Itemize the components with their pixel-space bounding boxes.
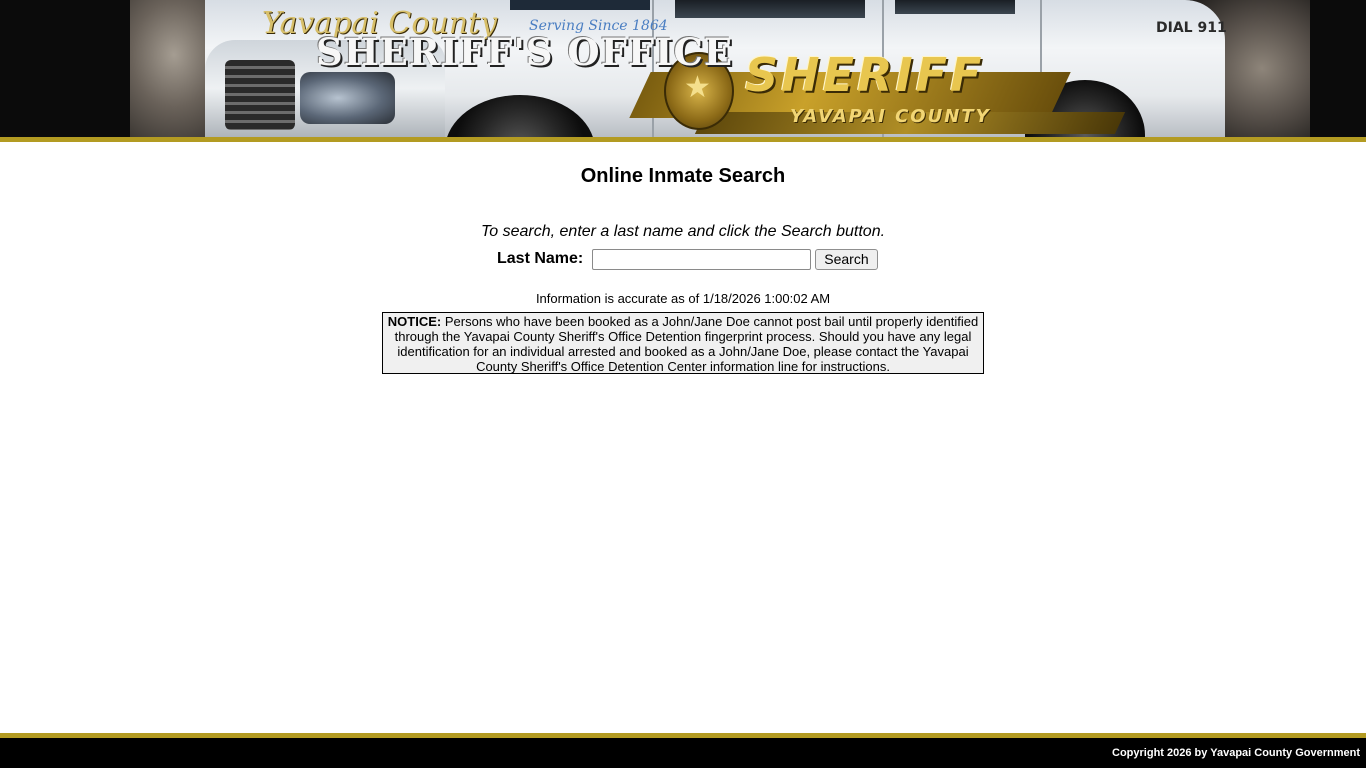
logo-county-script: Yavapai County <box>262 6 498 41</box>
vehicle-county-text: YAVAPAI COUNTY <box>790 106 991 127</box>
vehicle-window-front <box>675 0 865 18</box>
logo-title: SHERIFF'S OFFICE <box>316 30 734 74</box>
logo-tagline: Serving Since 1864 <box>529 18 668 34</box>
last-name-label: Last Name: <box>497 250 584 267</box>
footer <box>0 738 1366 768</box>
search-instructions: To search, enter a last name and click the Search button. <box>480 223 886 240</box>
vehicle-windshield <box>510 0 650 10</box>
data-accuracy-timestamp: Information is accurate as of 1/18/2026 1:00:02 AM <box>535 291 831 306</box>
header-divider <box>0 137 1366 142</box>
copyright-text: Copyright 2026 by Yavapai County Government <box>1112 747 1360 759</box>
vehicle-unit-number: DIAL 911 <box>1156 20 1227 36</box>
page-title: Online Inmate Search <box>580 165 786 187</box>
header-banner <box>0 0 1366 137</box>
star-icon: ★ <box>684 70 711 105</box>
vehicle-grille <box>225 60 295 130</box>
vehicle-headlight <box>300 72 395 124</box>
notice-box <box>382 312 984 374</box>
search-button[interactable]: Search <box>815 249 877 270</box>
notice-text: Persons who have been booked as a John/Jane Doe cannot post bail until properly identified through the Yavapai County Sheriff's Office Detention fingerprint process. Should you have any legal identification for an individual arrested and booked as a John/Jane Doe, please contact the Yavapai County Sheriff's Office Detention Center information line for instructions. <box>394 314 979 374</box>
search-form <box>497 248 878 270</box>
last-name-input[interactable] <box>592 249 811 270</box>
vehicle-window-rear <box>895 0 1015 14</box>
notice-label: NOTICE: <box>387 314 442 329</box>
vehicle-sheriff-text: SHERIFF <box>745 48 985 102</box>
